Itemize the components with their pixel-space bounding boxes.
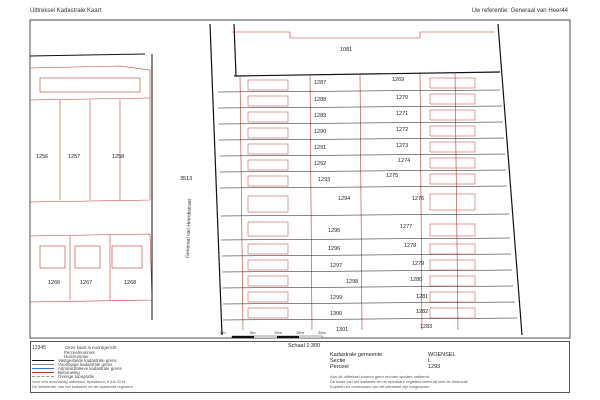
parcel-b-5: 1274 <box>398 158 411 164</box>
parcel-a-10: 1297 <box>330 263 343 269</box>
parcel-b-13: 1282 <box>416 309 429 315</box>
parcel-a-3: 1290 <box>314 129 327 135</box>
parcel-b-11: 1280 <box>410 277 423 283</box>
map-legend <box>30 341 570 393</box>
scale-tick-0: 0m <box>220 330 226 335</box>
reference-label: Uw referentie: Generaal van Heer44 <box>471 8 568 14</box>
legend-item-3: Vastgestelde kadastrale grens <box>58 358 117 363</box>
big-parcel-outline <box>232 32 495 38</box>
kad-label-0: Kadastrale gemeente <box>330 352 383 358</box>
footer-line-0: Voor een eenvoudig uittreksel, Apeldoorn, 8 juli 2019 <box>32 379 126 384</box>
scale-tick-1: 5m <box>250 330 256 335</box>
scale-label: Schaal 1:300 <box>288 343 321 349</box>
parcel-a-4: 1291 <box>314 145 327 151</box>
parcel-b-9: 1278 <box>404 243 417 249</box>
parcel-a-11: 1298 <box>346 279 359 285</box>
parcel-left-2: 1258 <box>112 154 125 160</box>
scale-tick-4: 20m <box>318 330 326 335</box>
parcel-left-5: 1268 <box>124 280 137 286</box>
parcel-left-4: 1267 <box>80 280 93 286</box>
legend-item-4: Voorlopige kadastrale grens <box>58 362 113 367</box>
parcel-b-0: 1269 <box>392 77 405 83</box>
note-line-1: De kaart van het kadaster en de openbare registers behoudt zich de instructie <box>330 379 468 384</box>
parcel-b-8: 1277 <box>400 224 413 230</box>
legend-item-7: Overige topografie <box>58 374 95 379</box>
parcel-street: 3513 <box>180 176 193 182</box>
legend-number: 12345 <box>32 345 46 351</box>
scale-tick-2: 10m <box>274 330 282 335</box>
legend-item-1: Perceelnummer <box>64 350 95 355</box>
parcel-b-12: 1281 <box>416 294 429 300</box>
block-boundary-top <box>234 72 500 76</box>
parcel-big: 1081 <box>340 47 353 53</box>
kad-label-2: Perceel <box>330 364 349 370</box>
parcel-b-10: 1279 <box>412 261 425 267</box>
parcel-a-6: 1293 <box>318 177 331 183</box>
parcel-b-2: 1271 <box>396 111 409 117</box>
parcel-a-12: 1299 <box>330 295 343 301</box>
street-boundary-left <box>210 24 222 335</box>
legend-item-0: Deze kaart is noordgericht <box>65 345 117 350</box>
parcel-left-3: 1266 <box>48 280 61 286</box>
parcel-a-1: 1288 <box>314 97 327 103</box>
parcel-left-1: 1257 <box>68 154 81 160</box>
kad-value-0: WOENSEL <box>428 352 456 358</box>
parcel-a-5: 1292 <box>314 161 327 167</box>
document-title: Uittreksel Kadastrale Kaart <box>30 8 102 14</box>
scale-bar <box>232 336 322 338</box>
legend-item-2: Huisnummer <box>64 354 89 359</box>
parcel-b-6: 1275 <box>386 173 399 179</box>
kad-label-1: Sectie <box>330 358 346 364</box>
parcel-a-14: 1301 <box>336 327 349 333</box>
parcel-b-4: 1273 <box>396 143 409 149</box>
parcel-a-9: 1296 <box>328 246 341 252</box>
parcel-b-14: 1283 <box>420 324 433 330</box>
parcel-left-0: 1256 <box>36 154 49 160</box>
parcel-b-3: 1272 <box>396 127 409 133</box>
row-lines <box>218 90 517 320</box>
left-block <box>30 66 152 302</box>
scale-tick-3: 15m <box>296 330 304 335</box>
note-line-2: Kopieën en overnames van dit uittreksel zijn toegestaan. <box>330 384 431 389</box>
legend-item-5: Administratieve kadastrale grens <box>58 366 122 371</box>
footer-line-1: De beheerder van het kadaster en de openbare registers <box>32 384 133 389</box>
kad-value-1: L <box>428 358 432 364</box>
note-line-0: Aan dit uittreksel kunnen geen rechten worden ontleend. <box>330 374 431 379</box>
kad-value-2: 1293 <box>428 364 441 370</box>
legend-item-6: Bebouwing <box>58 370 80 375</box>
map-frame <box>30 20 570 338</box>
street-name: Generaal van Heerdtstraat <box>185 198 194 259</box>
parcel-b-7: 1276 <box>412 196 425 202</box>
parcel-a-2: 1289 <box>314 113 327 119</box>
parcel-a-8: 1295 <box>328 228 341 234</box>
parcel-a-13: 1300 <box>330 311 343 317</box>
right-boundary <box>498 24 522 335</box>
parcel-b-1: 1270 <box>396 95 409 101</box>
parcel-a-0: 1287 <box>314 80 327 86</box>
parcel-a-7: 1294 <box>338 196 351 202</box>
